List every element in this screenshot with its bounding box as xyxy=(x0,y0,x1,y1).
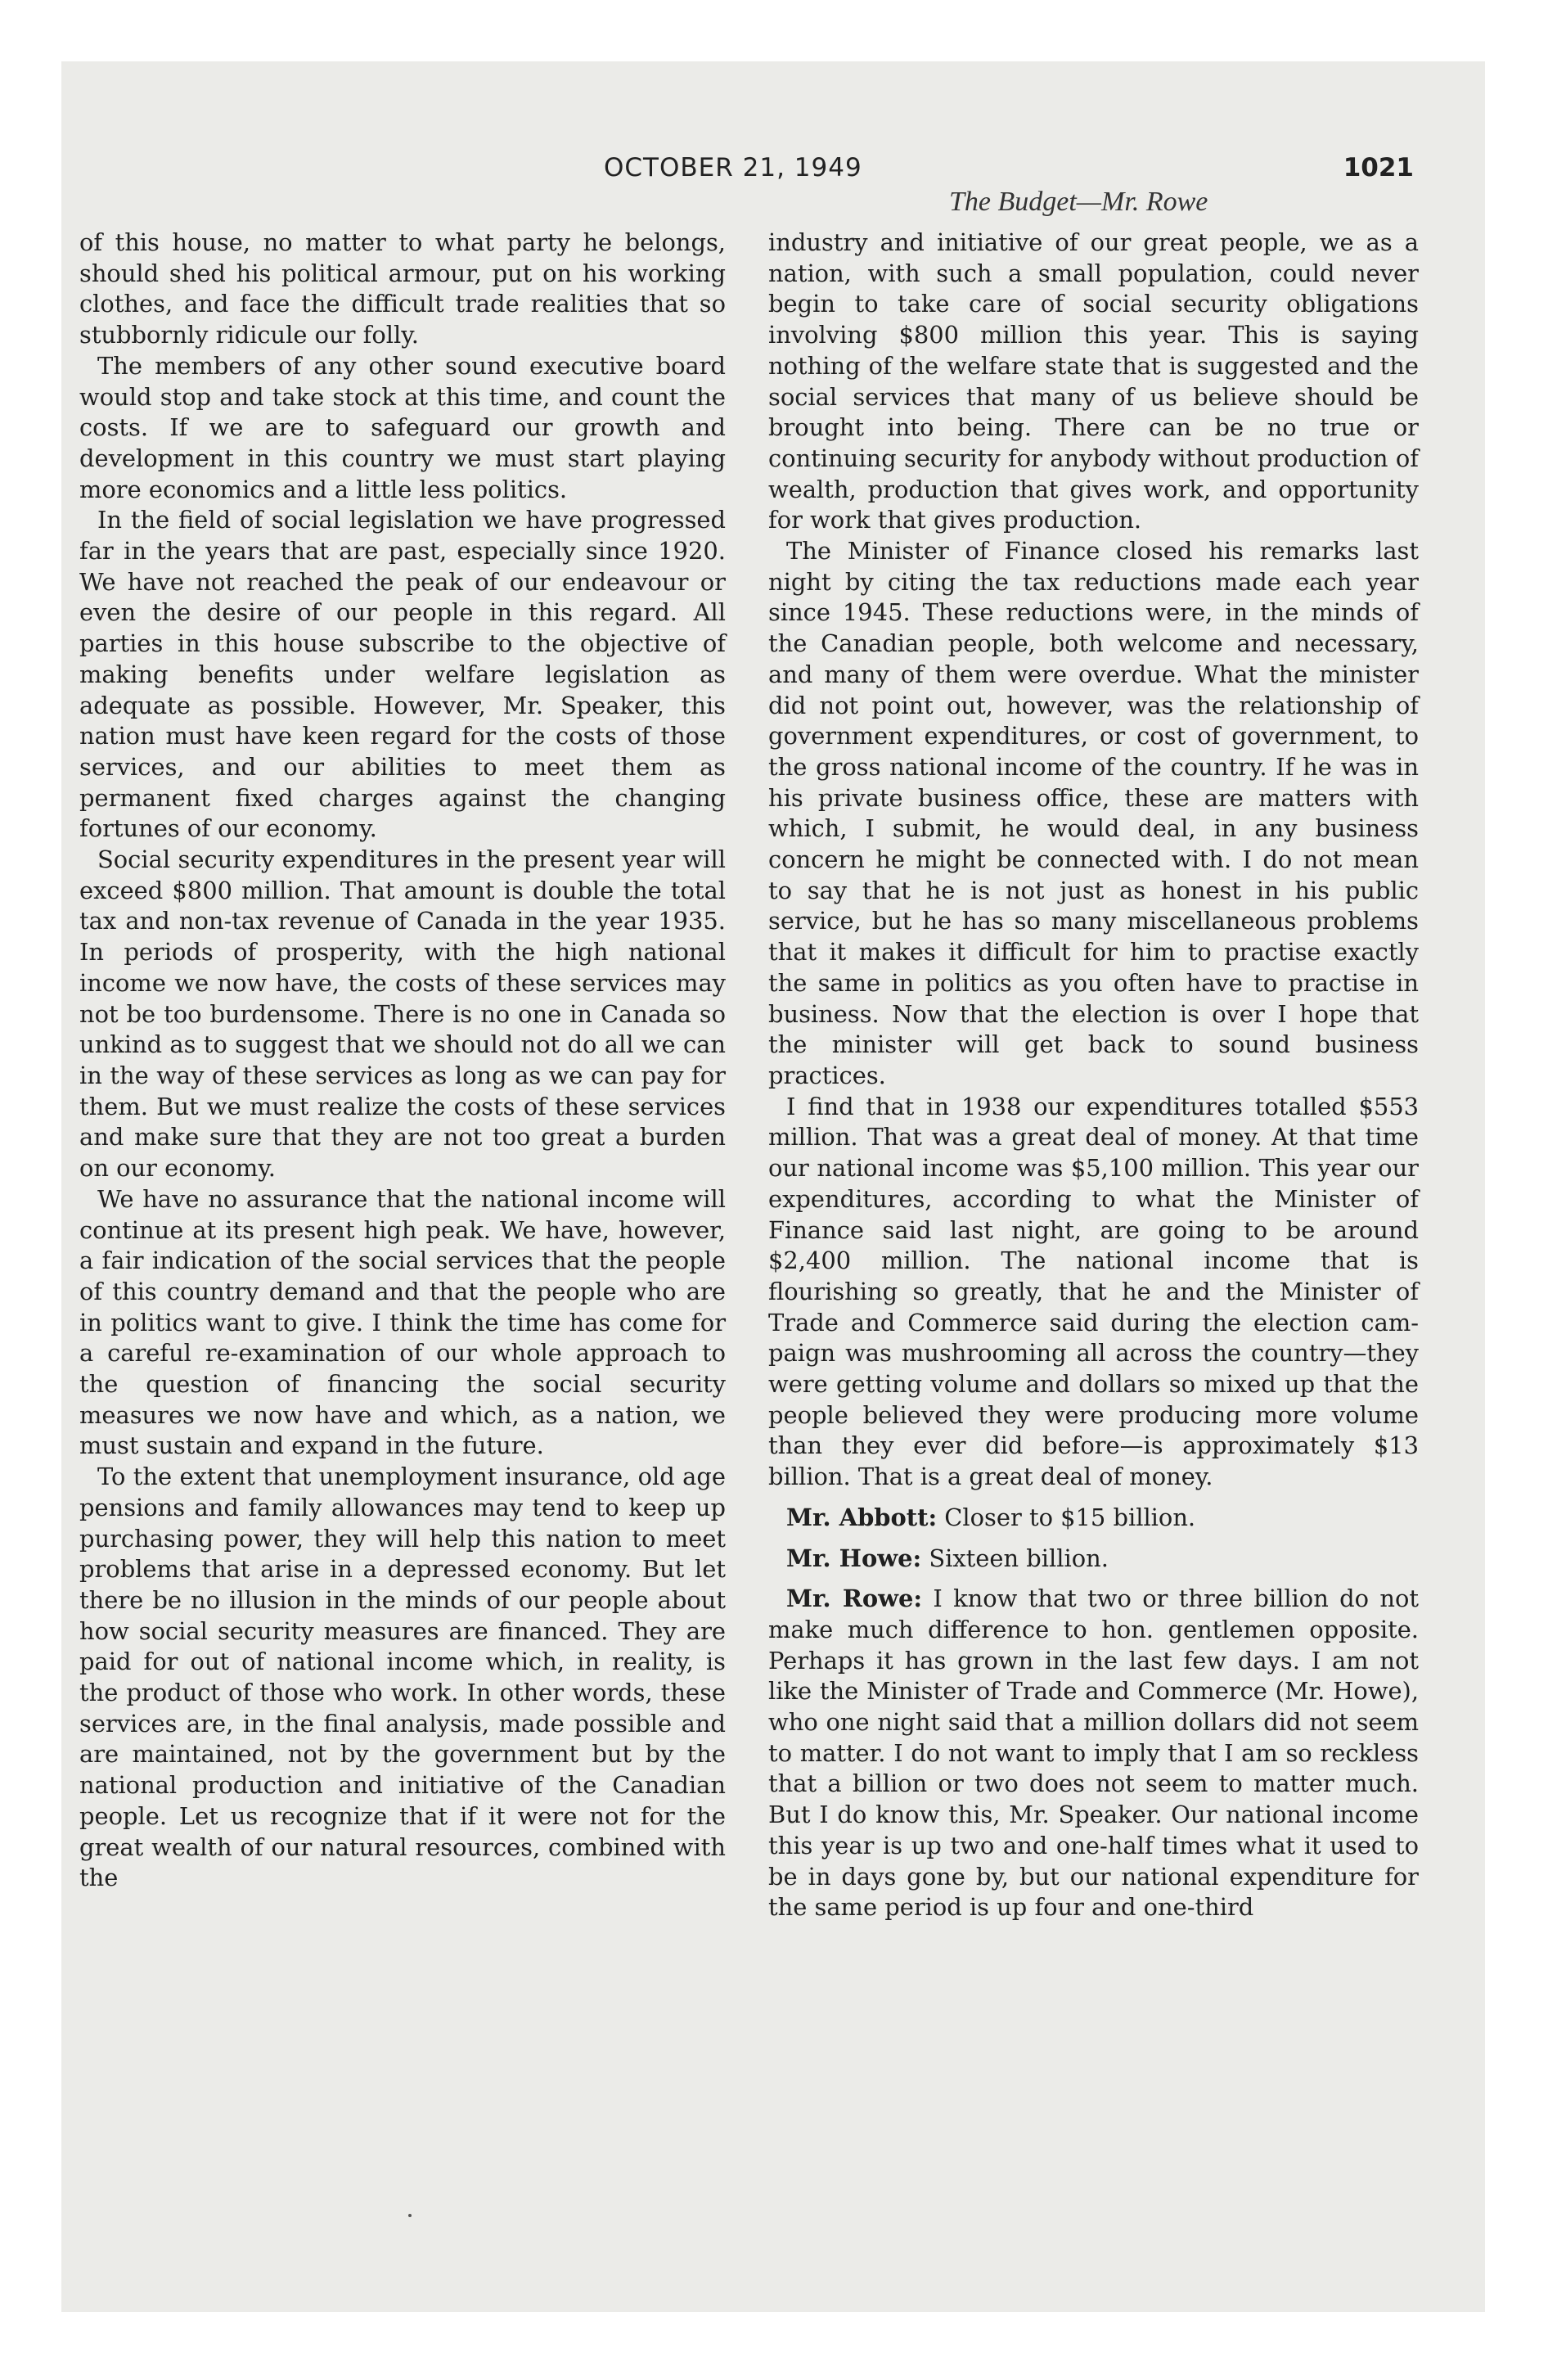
paragraph: In the field of social legislation we have progressed far in the years that are past, especially since 1920. We have not reached the peak of our endeavour or even the desire of our people in this regard. All parties in this house subscribe to the objective of making benefits under welfare legislation as adequate as possible. However, Mr. Speaker, this nation must have keen regard for the costs of those services, and our abilities to meet them as permanent fixed charges against the changing fortunes of our economy. xyxy=(79,506,726,843)
page-number: 1021 xyxy=(1343,153,1414,183)
speaker-name: Mr. Abbott: xyxy=(786,1503,938,1531)
paragraph: Social security expenditures in the present year will exceed $800 million. That amount is double the total tax and non-tax revenue of Canada in the year 1935. In periods of prosperity, with the high national income we now have, the costs of these services may not be too burdensome. There is no one in Canada so unkind as to suggest that we should not do all we can in the way of these services as long as we can pay for them. But we must realize the costs of these services and make sure that they are not too great a burden on our economy. xyxy=(79,845,726,1183)
speech-text: I know that two or three billion do not make much difference to hon. gentlemen opposite. Perhaps it has grown in the last few days. I am not like the Minister of Trade and Commerce (Mr. Howe), who one night said that a million dollars did not seem to matter. I do not want to imply that I am so reckless that a billion or two does not seem to matter much. But I do know this, Mr. Speaker. Our national income this year is up two and one-half times what it used to be in days gone by, but our national expenditure for the same period is up four and one-third xyxy=(768,1584,1419,1922)
speech-text: Sixteen billion. xyxy=(929,1544,1109,1572)
paragraph: We have no assurance that the national income will continue at its present high peak. We have, however, a fair indication of the social services that the people of this country demand and that the people who are in politics want to give. I think the time has come for a careful re-examination of our whole approach to the question of financing the social security measures we now have and which, as a nation, we must sustain and expand in the future. xyxy=(79,1184,726,1460)
left-column xyxy=(79,228,726,1894)
speaker-name: Mr. Rowe: xyxy=(786,1584,923,1613)
page xyxy=(61,61,1485,2312)
paragraph: industry and initiative of our great people, we as a nation, with such a small population, could never begin to take care of social security obligations involving $800 million this year. This is saying nothing of the welfare state that is suggested and the social services that many of us believe should be brought into being. There can be no true or continuing security for anybody without production of wealth, production that gives work, and opportunity for work that gives production. xyxy=(768,228,1419,534)
speech-text: Closer to $15 billion. xyxy=(944,1503,1196,1531)
paragraph: The Minister of Finance closed his remarks last night by citing the tax reductions made each year since 1945. These reductions were, in the minds of the Canadian people, both welcome and necessary, and many of them were overdue. What the minister did not point out, however, was the relationship of government expenditures, or cost of government, to the gross national income of the country. If he was in his private business office, these are matters with which, I submit, he would deal, in any business concern he might be connected with. I do not mean to say that he is not just as honest in his public service, but he has so many miscellaneous problems that it makes it difficult for him to practise exactly the same in politics as you often have to practise in business. Now that the election is over I hope that the minister will get back to sound business practices. xyxy=(768,537,1419,1089)
running-head: The Budget—Mr. Rowe xyxy=(949,187,1208,217)
print-speck xyxy=(408,2214,412,2217)
paragraph: of this house, no matter to what party he belongs, should shed his political armour, put on his working clothes, and face the difficult trade realities that so stubbornly ridicule our folly. xyxy=(79,228,726,349)
page-header xyxy=(61,153,1485,202)
page-date: OCTOBER 21, 1949 xyxy=(604,153,862,183)
paragraph: The members of any other sound executive board would stop and take stock at this time, and count the costs. If we are to safeguard our growth and development in this country we must start playing more economics and a little less politics. xyxy=(79,351,726,503)
paragraph: To the extent that unemployment insurance, old age pensions and family allowances may tend to keep up purchasing power, they will help this nation to meet problems that arise in a depressed economy. But let there be no illusion in the minds of our people about how social security measures are financed. They are paid for out of national income which, in reality, is the product of those who work. In other words, these services are, in the final analysis, made possible and are maintained, not by the government but by the national production and initiative of the Canadian people. Let us recognize that if it were not for the great wealth of our natural resources, combined with the xyxy=(79,1463,726,1892)
speaker-line-rowe xyxy=(768,1584,1419,1923)
paragraph: I find that in 1938 our expenditures totalled $553 million. That was a great deal of money. At that time our national income was $5,100 million. This year our expenditures, according to what the Minister of Finance said last night, are going to be around $2,400 million. The national income that is flourishing so greatly, that he and the Minister of Trade and Commerce said during the election campaign was mushrooming all across the country—they were getting volume and dollars so mixed up that the people believed they were producing more volume than they ever did before—is approximately $13 billion. That is a great deal of money. xyxy=(768,1092,1419,1491)
speaker-line-howe xyxy=(768,1544,1419,1575)
speaker-name: Mr. Howe: xyxy=(786,1544,922,1572)
right-column xyxy=(768,228,1419,1923)
speaker-line-abbott xyxy=(768,1503,1419,1534)
